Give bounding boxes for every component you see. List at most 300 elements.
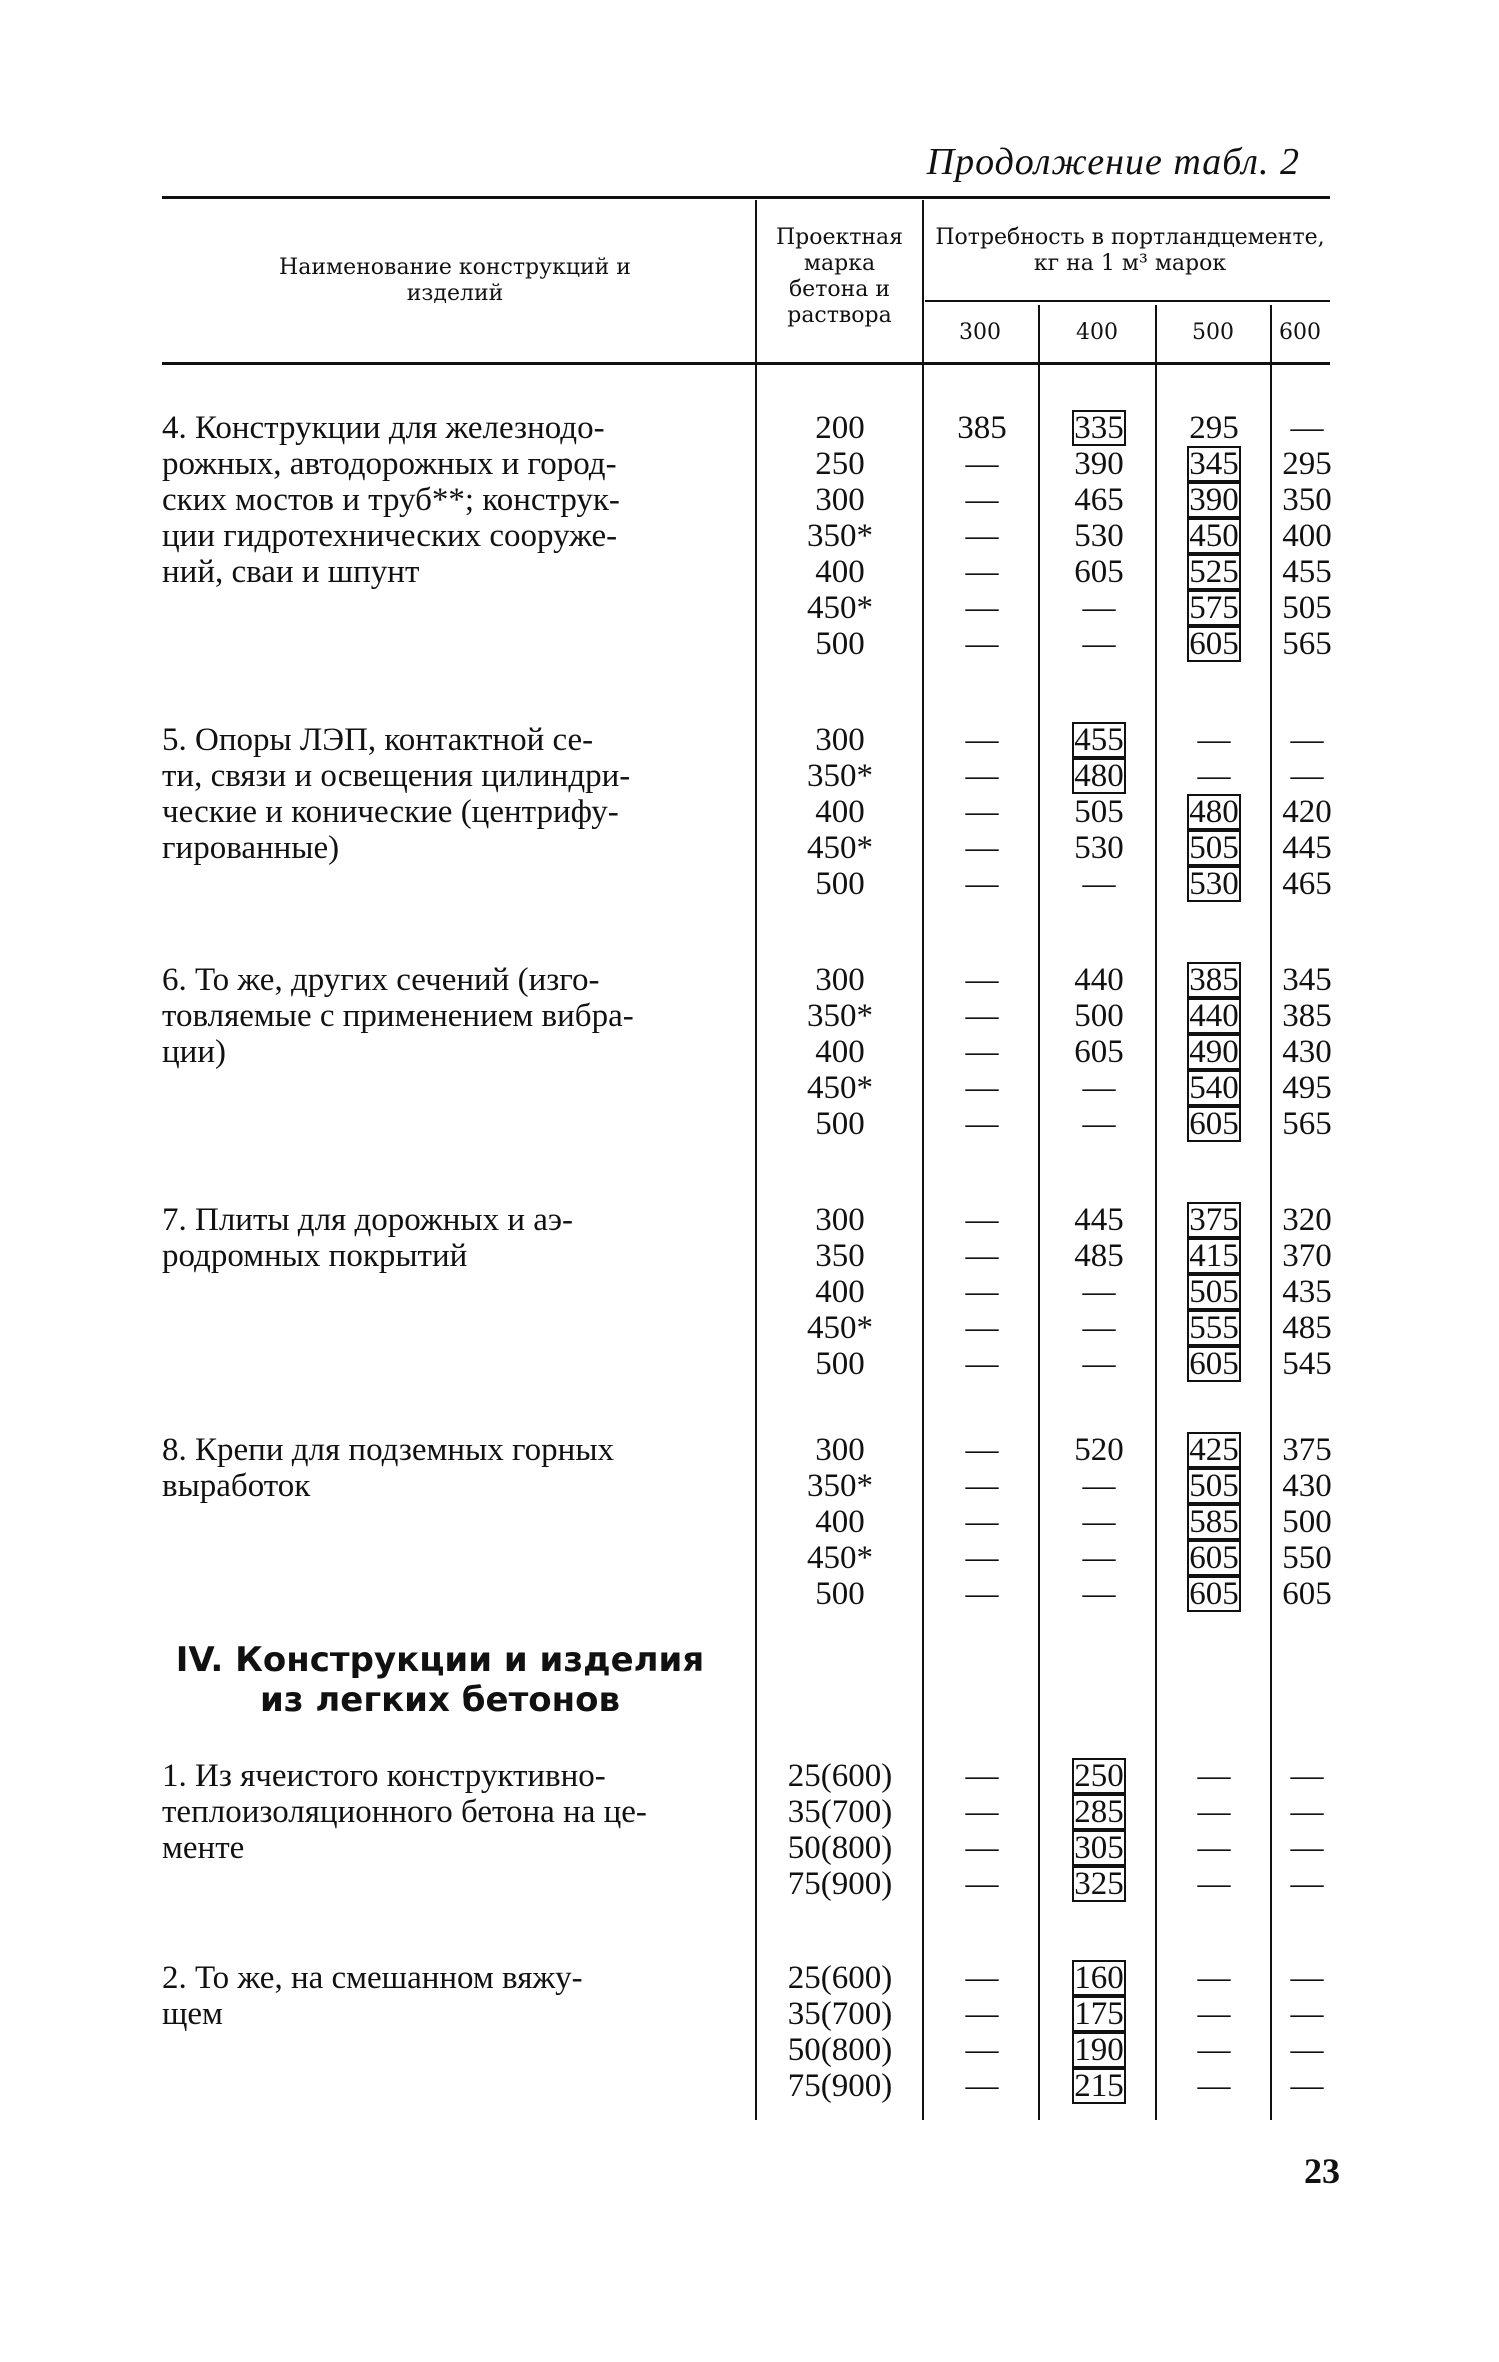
- cell-value: 500: [1074, 998, 1124, 1034]
- cell-value: —: [965, 482, 999, 518]
- construction-name-line: гированные): [162, 830, 340, 866]
- construction-name-line: ции): [162, 1034, 226, 1070]
- cell-value: —: [1197, 1758, 1231, 1794]
- cell-value: —: [1290, 1830, 1324, 1866]
- demand-cell-300: [928, 1504, 1036, 1540]
- col-rule-400: [1155, 305, 1157, 2120]
- cell-value: —: [1082, 1070, 1116, 1106]
- demand-cell-600: [1272, 2068, 1342, 2104]
- cell-value: —: [965, 830, 999, 866]
- construction-name-line: 2. То же, на смешанном вяжу-: [162, 1960, 583, 1996]
- demand-cell-600: [1272, 866, 1342, 902]
- cell-value: 500: [815, 866, 865, 902]
- construction-name-line: 7. Плиты для дорожных и аэ-: [162, 1202, 574, 1238]
- grade-cell: [770, 1504, 910, 1540]
- header-demand-col: Потребность в портландцементе, кг на 1 м³ марок: [935, 225, 1325, 276]
- construction-name-line: ний, сваи и шпунт: [162, 554, 420, 590]
- demand-cell-300: [928, 1346, 1036, 1382]
- demand-cell-300: [928, 626, 1036, 662]
- cell-value: —: [1197, 1830, 1231, 1866]
- cell-value: 480: [1189, 794, 1239, 830]
- cell-value: 350*: [807, 998, 873, 1034]
- cell-value: 35(700): [787, 1996, 893, 2032]
- demand-cell-300: [928, 1432, 1036, 1468]
- cell-value: 325: [1074, 1866, 1124, 1902]
- demand-cell-400: [1045, 518, 1153, 554]
- demand-cell-500: [1160, 1432, 1268, 1468]
- cell-value: 300: [815, 962, 865, 998]
- cell-value: —: [965, 1034, 999, 1070]
- cell-value: —: [1082, 1504, 1116, 1540]
- cell-value: —: [965, 722, 999, 758]
- grade-cell: [770, 758, 910, 794]
- construction-name: [162, 1758, 742, 1866]
- cell-value: 435: [1282, 1274, 1332, 1310]
- construction-name-line: рожных, автодорожных и город-: [162, 446, 617, 482]
- cell-value: —: [1197, 722, 1231, 758]
- cell-value: —: [1082, 1540, 1116, 1576]
- cell-value: —: [1290, 1960, 1324, 1996]
- construction-name-line: родромных покрытий: [162, 1238, 468, 1274]
- cell-value: 555: [1189, 1310, 1239, 1346]
- cell-value: 350: [815, 1238, 865, 1274]
- cell-value: 415: [1189, 1238, 1239, 1274]
- demand-cell-600: [1272, 1504, 1342, 1540]
- header-grade-col: Проектная марка бетона и раствора: [775, 225, 904, 328]
- demand-cell-400: [1045, 1034, 1153, 1070]
- cell-value: —: [965, 1540, 999, 1576]
- grade-cell: [770, 962, 910, 998]
- cell-value: —: [965, 1274, 999, 1310]
- demand-cell-300: [928, 1034, 1036, 1070]
- cell-value: 605: [1282, 1576, 1332, 1612]
- cell-value: 160: [1074, 1960, 1124, 1996]
- cell-value: —: [965, 1070, 999, 1106]
- demand-cell-300: [928, 794, 1036, 830]
- cell-value: 575: [1189, 590, 1239, 626]
- demand-cell-400: [1045, 1830, 1153, 1866]
- cell-value: —: [965, 1866, 999, 1902]
- cell-value: —: [965, 554, 999, 590]
- header-grade-600: 600: [1279, 320, 1321, 345]
- construction-name-line: 4. Конструкции для железнодо-: [162, 410, 605, 446]
- cell-value: 25(600): [787, 1960, 893, 1996]
- cell-value: 295: [1189, 410, 1239, 446]
- demand-cell-300: [928, 1540, 1036, 1576]
- cell-value: —: [965, 446, 999, 482]
- cell-value: 445: [1074, 1202, 1124, 1238]
- demand-cell-500: [1160, 962, 1268, 998]
- demand-cell-600: [1272, 1866, 1342, 1902]
- demand-cell-300: [928, 830, 1036, 866]
- cell-value: —: [1082, 1346, 1116, 1382]
- construction-name-line: ческие и конические (центрифу-: [162, 794, 619, 830]
- cell-value: 75(900): [787, 2068, 893, 2104]
- cell-value: 25(600): [787, 1758, 893, 1794]
- cell-value: —: [965, 590, 999, 626]
- grade-cell: [770, 1540, 910, 1576]
- demand-cell-400: [1045, 1346, 1153, 1382]
- demand-cell-500: [1160, 1310, 1268, 1346]
- cell-value: 400: [815, 554, 865, 590]
- cell-value: 425: [1189, 1432, 1239, 1468]
- cell-value: 350*: [807, 1468, 873, 1504]
- demand-cell-300: [928, 1202, 1036, 1238]
- cell-value: 345: [1189, 446, 1239, 482]
- grade-cell: [770, 1310, 910, 1346]
- construction-name-line: ции гидротехнических сооруже-: [162, 518, 618, 554]
- demand-cell-500: [1160, 830, 1268, 866]
- construction-name-line: 8. Крепи для подземных горных: [162, 1432, 615, 1468]
- cell-value: 400: [815, 1504, 865, 1540]
- grade-cell: [770, 1866, 910, 1902]
- section-heading: из легких бетонов: [259, 1680, 621, 1720]
- demand-cell-300: [928, 410, 1036, 446]
- demand-cell-500: [1160, 518, 1268, 554]
- demand-cell-300: [928, 1576, 1036, 1612]
- construction-name: [162, 410, 742, 590]
- cell-value: —: [1290, 1758, 1324, 1794]
- cell-value: —: [965, 998, 999, 1034]
- col-rule-name: [755, 200, 757, 2120]
- table-caption: Продолжение табл. 2: [926, 141, 1300, 183]
- cell-value: —: [965, 1576, 999, 1612]
- cell-value: 545: [1282, 1346, 1332, 1382]
- cell-value: —: [965, 1996, 999, 2032]
- grade-cell: [770, 1830, 910, 1866]
- construction-name-line: 5. Опоры ЛЭП, контактной се-: [162, 722, 594, 758]
- demand-cell-300: [928, 998, 1036, 1034]
- demand-cell-400: [1045, 2032, 1153, 2068]
- demand-cell-500: [1160, 998, 1268, 1034]
- cell-value: —: [1290, 1996, 1324, 2032]
- cell-value: 500: [815, 1576, 865, 1612]
- cell-value: 175: [1074, 1996, 1124, 2032]
- cell-value: 605: [1189, 1106, 1239, 1142]
- cell-value: 400: [815, 1034, 865, 1070]
- cell-value: 605: [1189, 626, 1239, 662]
- grade-cell: [770, 1794, 910, 1830]
- demand-cell-500: [1160, 446, 1268, 482]
- demand-cell-300: [928, 722, 1036, 758]
- demand-cell-400: [1045, 866, 1153, 902]
- demand-cell-400: [1045, 1202, 1153, 1238]
- grade-cell: [770, 2068, 910, 2104]
- cell-value: —: [965, 866, 999, 902]
- cell-value: —: [1082, 1274, 1116, 1310]
- cell-value: 200: [815, 410, 865, 446]
- header-grade-400: 400: [1076, 320, 1118, 345]
- demand-cell-400: [1045, 998, 1153, 1034]
- demand-cell-500: [1160, 2068, 1268, 2104]
- demand-cell-300: [928, 1758, 1036, 1794]
- cell-value: 250: [1074, 1758, 1124, 1794]
- cell-value: —: [1197, 1996, 1231, 2032]
- cell-value: 505: [1074, 794, 1124, 830]
- demand-subheader-rule: [925, 300, 1330, 302]
- demand-cell-600: [1272, 1794, 1342, 1830]
- cell-value: —: [965, 1106, 999, 1142]
- cell-value: 385: [1189, 962, 1239, 998]
- cell-value: 505: [1189, 1468, 1239, 1504]
- demand-cell-400: [1045, 1274, 1153, 1310]
- col-rule-300: [1038, 305, 1040, 2120]
- cell-value: —: [965, 2032, 999, 2068]
- cell-value: 305: [1074, 1830, 1124, 1866]
- cell-value: —: [965, 1794, 999, 1830]
- cell-value: —: [1290, 1794, 1324, 1830]
- cell-value: 390: [1189, 482, 1239, 518]
- cell-value: 295: [1282, 446, 1332, 482]
- demand-cell-400: [1045, 1310, 1153, 1346]
- grade-cell: [770, 590, 910, 626]
- cell-value: —: [965, 626, 999, 662]
- grade-cell: [770, 1468, 910, 1504]
- demand-cell-600: [1272, 2032, 1342, 2068]
- cell-value: —: [1082, 626, 1116, 662]
- grade-cell: [770, 1202, 910, 1238]
- grade-cell: [770, 830, 910, 866]
- grade-cell: [770, 1274, 910, 1310]
- demand-cell-500: [1160, 866, 1268, 902]
- cell-value: —: [1197, 1866, 1231, 1902]
- section-heading: IV. Конструкции и изделия: [175, 1640, 705, 1680]
- demand-cell-300: [928, 1106, 1036, 1142]
- cell-value: 490: [1189, 1034, 1239, 1070]
- demand-cell-400: [1045, 1960, 1153, 1996]
- cell-value: 35(700): [787, 1794, 893, 1830]
- construction-name-line: ти, связи и освещения цилиндри-: [162, 758, 631, 794]
- cell-value: —: [965, 1468, 999, 1504]
- cell-value: 530: [1074, 518, 1124, 554]
- construction-name-line: товляемые с применением вибра-: [162, 998, 634, 1034]
- header-name-col: Наименование конструкций и изделий: [279, 255, 631, 306]
- demand-cell-500: [1160, 590, 1268, 626]
- cell-value: —: [965, 1432, 999, 1468]
- cell-value: 500: [815, 1346, 865, 1382]
- demand-cell-300: [928, 1238, 1036, 1274]
- cell-value: —: [1082, 1468, 1116, 1504]
- demand-cell-600: [1272, 554, 1342, 590]
- demand-cell-500: [1160, 1576, 1268, 1612]
- demand-cell-600: [1272, 1830, 1342, 1866]
- cell-value: —: [1290, 1866, 1324, 1902]
- demand-cell-300: [928, 446, 1036, 482]
- grade-cell: [770, 998, 910, 1034]
- cell-value: 440: [1189, 998, 1239, 1034]
- grade-cell: [770, 2032, 910, 2068]
- demand-cell-300: [928, 1468, 1036, 1504]
- cell-value: 190: [1074, 2032, 1124, 2068]
- demand-cell-500: [1160, 1830, 1268, 1866]
- cell-value: 530: [1189, 866, 1239, 902]
- demand-cell-600: [1272, 1432, 1342, 1468]
- demand-cell-600: [1272, 482, 1342, 518]
- cell-value: 565: [1282, 626, 1332, 662]
- demand-cell-500: [1160, 758, 1268, 794]
- demand-cell-500: [1160, 626, 1268, 662]
- grade-cell: [770, 1070, 910, 1106]
- demand-cell-300: [928, 758, 1036, 794]
- demand-cell-600: [1272, 962, 1342, 998]
- grade-cell: [770, 866, 910, 902]
- demand-cell-600: [1272, 1758, 1342, 1794]
- grade-cell: [770, 1238, 910, 1274]
- cell-value: 300: [815, 482, 865, 518]
- cell-value: 445: [1282, 830, 1332, 866]
- cell-value: 505: [1282, 590, 1332, 626]
- construction-name-line: теплоизоляционного бетона на це-: [162, 1794, 647, 1830]
- demand-cell-500: [1160, 1758, 1268, 1794]
- cell-value: 400: [1282, 518, 1332, 554]
- demand-cell-300: [928, 1830, 1036, 1866]
- grade-cell: [770, 410, 910, 446]
- demand-cell-400: [1045, 1996, 1153, 2032]
- cell-value: 420: [1282, 794, 1332, 830]
- cell-value: 350*: [807, 758, 873, 794]
- demand-cell-600: [1272, 1468, 1342, 1504]
- cell-value: 500: [815, 626, 865, 662]
- demand-cell-300: [928, 1866, 1036, 1902]
- cell-value: —: [965, 962, 999, 998]
- cell-value: 525: [1189, 554, 1239, 590]
- demand-cell-500: [1160, 1346, 1268, 1382]
- grade-cell: [770, 1960, 910, 1996]
- cell-value: 400: [815, 1274, 865, 1310]
- demand-cell-400: [1045, 1540, 1153, 1576]
- demand-cell-300: [928, 2068, 1036, 2104]
- demand-cell-500: [1160, 1866, 1268, 1902]
- demand-cell-300: [928, 1274, 1036, 1310]
- cell-value: 480: [1074, 758, 1124, 794]
- cell-value: 440: [1074, 962, 1124, 998]
- header-grade-500: 500: [1192, 320, 1234, 345]
- cell-value: 350*: [807, 518, 873, 554]
- demand-cell-400: [1045, 482, 1153, 518]
- demand-cell-400: [1045, 1866, 1153, 1902]
- cell-value: 370: [1282, 1238, 1332, 1274]
- cell-value: 400: [815, 794, 865, 830]
- construction-name-line: 1. Из ячеистого конструктивно-: [162, 1758, 606, 1794]
- grade-cell: [770, 794, 910, 830]
- cell-value: —: [965, 758, 999, 794]
- construction-name-line: менте: [162, 1830, 245, 1866]
- cell-value: 550: [1282, 1540, 1332, 1576]
- cell-value: 450*: [807, 590, 873, 626]
- header-grade-300: 300: [959, 320, 1001, 345]
- construction-name-line: ских мостов и труб**; конструк-: [162, 482, 620, 518]
- cell-value: —: [965, 518, 999, 554]
- cell-value: 520: [1074, 1432, 1124, 1468]
- cell-value: —: [1082, 1310, 1116, 1346]
- cell-value: 75(900): [787, 1866, 893, 1902]
- cell-value: —: [965, 1504, 999, 1540]
- cell-value: 385: [1282, 998, 1332, 1034]
- cell-value: —: [1290, 2032, 1324, 2068]
- construction-name-line: 6. То же, других сечений (изго-: [162, 962, 600, 998]
- demand-cell-500: [1160, 1504, 1268, 1540]
- cell-value: 320: [1282, 1202, 1332, 1238]
- demand-cell-600: [1272, 410, 1342, 446]
- demand-cell-400: [1045, 410, 1153, 446]
- demand-cell-600: [1272, 446, 1342, 482]
- demand-cell-500: [1160, 482, 1268, 518]
- demand-cell-600: [1272, 518, 1342, 554]
- demand-cell-500: [1160, 554, 1268, 590]
- cell-value: 450*: [807, 1310, 873, 1346]
- cell-value: —: [965, 1346, 999, 1382]
- grade-cell: [770, 1758, 910, 1794]
- demand-cell-500: [1160, 1238, 1268, 1274]
- grade-cell: [770, 482, 910, 518]
- cell-value: 605: [1189, 1540, 1239, 1576]
- demand-cell-400: [1045, 722, 1153, 758]
- demand-cell-500: [1160, 1960, 1268, 1996]
- cell-value: 300: [815, 1432, 865, 1468]
- cell-value: 375: [1189, 1202, 1239, 1238]
- cell-value: 505: [1189, 830, 1239, 866]
- cell-value: 350: [1282, 482, 1332, 518]
- cell-value: 605: [1074, 554, 1124, 590]
- cell-value: 215: [1074, 2068, 1124, 2104]
- construction-name-line: щем: [162, 1996, 223, 2032]
- demand-cell-600: [1272, 1540, 1342, 1576]
- demand-cell-300: [928, 590, 1036, 626]
- demand-cell-600: [1272, 830, 1342, 866]
- cell-value: —: [965, 1238, 999, 1274]
- cell-value: 285: [1074, 1794, 1124, 1830]
- demand-cell-300: [928, 866, 1036, 902]
- grade-cell: [770, 1346, 910, 1382]
- cell-value: —: [1290, 758, 1324, 794]
- cell-value: 375: [1282, 1432, 1332, 1468]
- construction-name: [162, 1960, 742, 2032]
- demand-cell-400: [1045, 554, 1153, 590]
- demand-cell-400: [1045, 1238, 1153, 1274]
- cell-value: —: [965, 1310, 999, 1346]
- cell-value: —: [1197, 1794, 1231, 1830]
- demand-cell-500: [1160, 2032, 1268, 2068]
- cell-value: 300: [815, 1202, 865, 1238]
- demand-cell-300: [928, 1794, 1036, 1830]
- demand-cell-300: [928, 1070, 1036, 1106]
- cell-value: 385: [957, 410, 1007, 446]
- col-rule-grade: [922, 200, 924, 2120]
- demand-cell-300: [928, 1310, 1036, 1346]
- cell-value: —: [1082, 1106, 1116, 1142]
- demand-cell-600: [1272, 1238, 1342, 1274]
- demand-cell-600: [1272, 1274, 1342, 1310]
- demand-cell-400: [1045, 1576, 1153, 1612]
- demand-cell-600: [1272, 722, 1342, 758]
- grade-cell: [770, 1106, 910, 1142]
- demand-cell-600: [1272, 626, 1342, 662]
- cell-value: —: [965, 2068, 999, 2104]
- cell-value: —: [1082, 590, 1116, 626]
- cell-value: 500: [1282, 1504, 1332, 1540]
- demand-cell-600: [1272, 1346, 1342, 1382]
- cell-value: —: [965, 1758, 999, 1794]
- cell-value: 300: [815, 722, 865, 758]
- demand-cell-300: [928, 962, 1036, 998]
- cell-value: —: [965, 1960, 999, 1996]
- demand-cell-600: [1272, 1106, 1342, 1142]
- cell-value: 250: [815, 446, 865, 482]
- demand-cell-500: [1160, 1794, 1268, 1830]
- demand-cell-600: [1272, 590, 1342, 626]
- cell-value: 485: [1074, 1238, 1124, 1274]
- cell-value: —: [965, 1202, 999, 1238]
